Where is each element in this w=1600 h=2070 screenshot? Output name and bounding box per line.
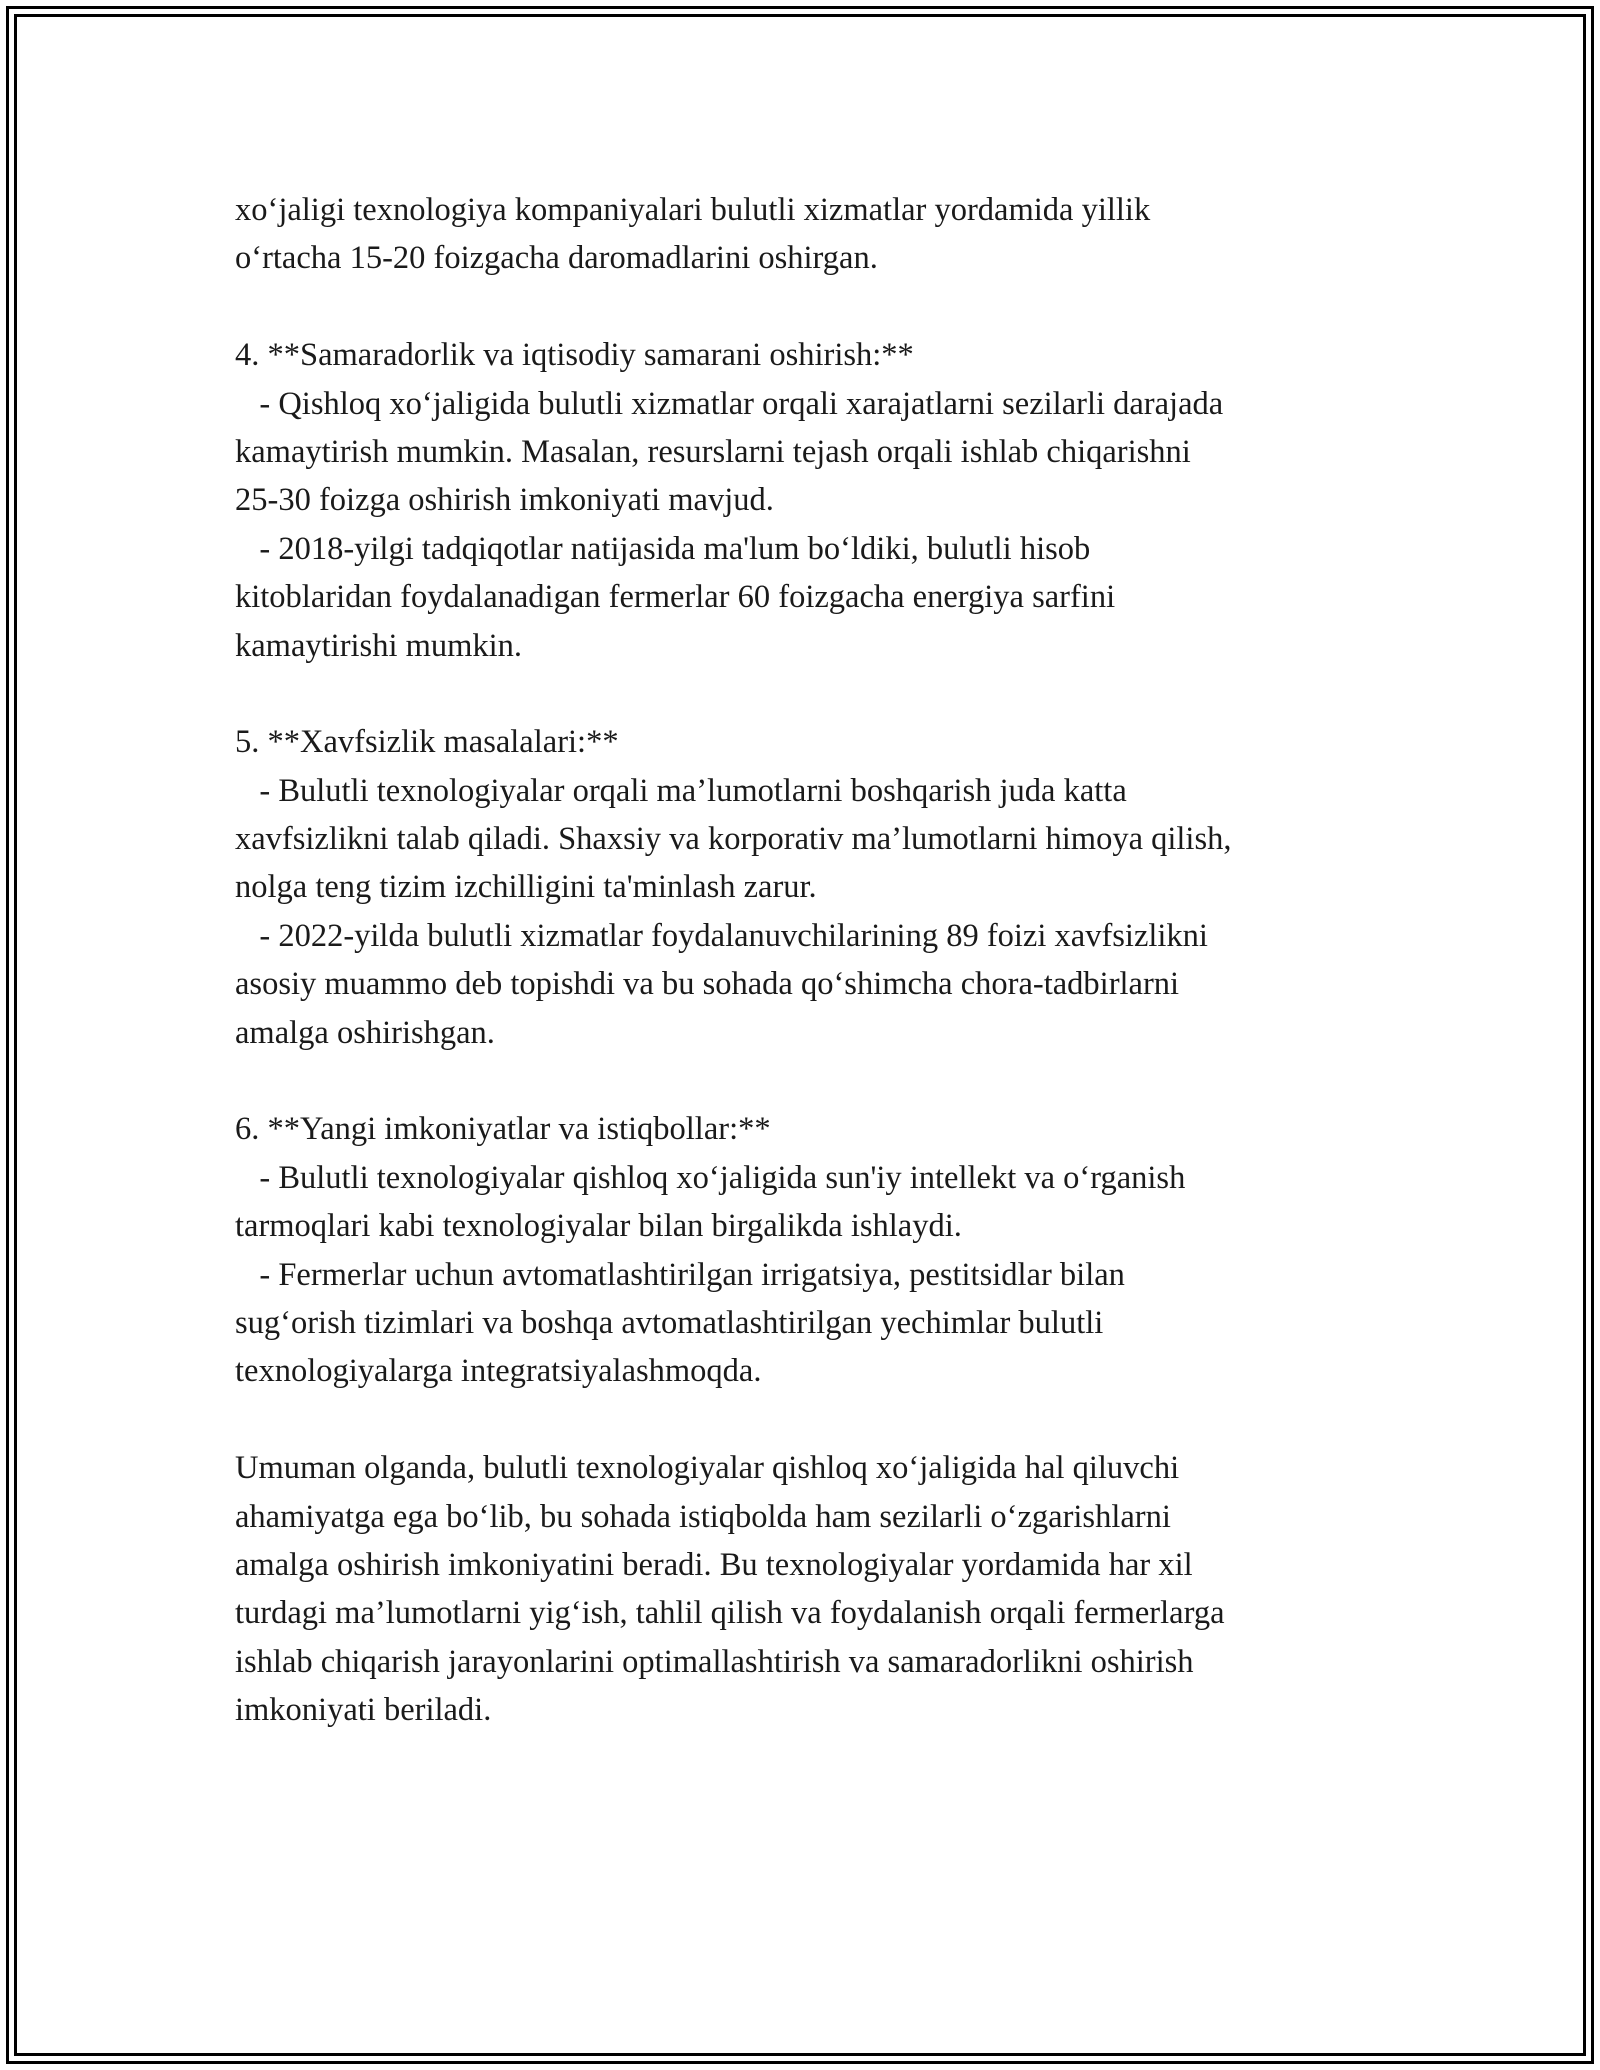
intro-paragraph bbox=[235, 186, 1415, 283]
text-line: tarmoqlari kabi texnologiyalar bilan birgalikda ishlaydi. bbox=[235, 1208, 962, 1245]
section-5 bbox=[235, 718, 1415, 1057]
paragraph-gap bbox=[235, 1396, 1415, 1444]
section-heading: 5. **Xavfsizlik masalalari:** bbox=[235, 724, 619, 761]
section-4 bbox=[235, 331, 1415, 670]
text-line: kitoblaridan foydalanadigan fermerlar 60 foizgacha energiya sarfini bbox=[235, 579, 1116, 616]
text-line: ishlab chiqarish jarayonlarini optimallashtirish va samaradorlikni oshirish bbox=[235, 1643, 1194, 1680]
text-line: - 2022-yilda bulutli xizmatlar foydalanuvchilarining 89 foizi xavfsizlikni bbox=[235, 917, 1208, 954]
text-line: xo‘jaligi texnologiya kompaniyalari bulutli xizmatlar yordamida yillik bbox=[235, 192, 1151, 228]
text-line: nolga teng tizim izchilligini ta'minlash zarur. bbox=[235, 869, 817, 906]
paragraph-gap bbox=[235, 670, 1415, 718]
text-line: turdagi ma’lumotlarni yig‘ish, tahlil qilish va foydalanish orqali fermerlarga bbox=[235, 1595, 1225, 1632]
text-line: sug‘orish tizimlari va boshqa avtomatlashtirilgan yechimlar bulutli bbox=[235, 1304, 1104, 1341]
text-line: 25-30 foizga oshirish imkoniyati mavjud. bbox=[235, 482, 774, 519]
section-heading: 4. **Samaradorlik va iqtisodiy samarani oshirish:** bbox=[235, 337, 914, 374]
text-line: ahamiyatga ega bo‘lib, bu sohada istiqbolda ham sezilarli o‘zgarishlarni bbox=[235, 1498, 1171, 1535]
section-heading: 6. **Yangi imkoniyatlar va istiqbollar:** bbox=[235, 1111, 771, 1148]
text-line: kamaytirish mumkin. Masalan, resurslarni tejash orqali ishlab chiqarishni bbox=[235, 433, 1191, 470]
text-line: Umuman olganda, bulutli texnologiyalar qishloq xo‘jaligida hal qiluvchi bbox=[235, 1450, 1180, 1487]
text-line: xavfsizlikni talab qiladi. Shaxsiy va korporativ ma’lumotlarni himoya qilish, bbox=[235, 821, 1232, 858]
text-line: amalga oshirish imkoniyatini beradi. Bu texnologiyalar yordamida har xil bbox=[235, 1546, 1193, 1583]
text-line: kamaytirishi mumkin. bbox=[235, 627, 523, 664]
text-line: o‘rtacha 15-20 foizgacha daromadlarini oshirgan. bbox=[235, 240, 878, 277]
section-6 bbox=[235, 1105, 1415, 1395]
conclusion-paragraph bbox=[235, 1444, 1415, 1734]
text-line: - Qishloq xo‘jaligida bulutli xizmatlar orqali xarajatlarni sezilarli darajada bbox=[235, 385, 1224, 422]
text-line: - Bulutli texnologiyalar qishloq xo‘jaligida sun'iy intellekt va o‘rganish bbox=[235, 1159, 1186, 1196]
text-line: asosiy muammo deb topishdi va bu sohada qo‘shimcha chora-tadbirlarni bbox=[235, 966, 1180, 1003]
text-line: - Fermerlar uchun avtomatlashtirilgan irrigatsiya, pestitsidlar bilan bbox=[235, 1256, 1125, 1293]
paragraph-gap bbox=[235, 283, 1415, 331]
text-line: imkoniyati beriladi. bbox=[235, 1692, 492, 1729]
text-line: - 2018-yilgi tadqiqotlar natijasida ma'lum bo‘ldiki, bulutli hisob bbox=[235, 530, 1091, 567]
text-line: amalga oshirishgan. bbox=[235, 1014, 495, 1051]
document-body bbox=[235, 186, 1415, 1735]
text-line: - Bulutli texnologiyalar orqali ma’lumotlarni boshqarish juda katta bbox=[235, 772, 1127, 809]
text-line: texnologiyalarga integratsiyalashmoqda. bbox=[235, 1353, 762, 1390]
paragraph-gap bbox=[235, 1057, 1415, 1105]
